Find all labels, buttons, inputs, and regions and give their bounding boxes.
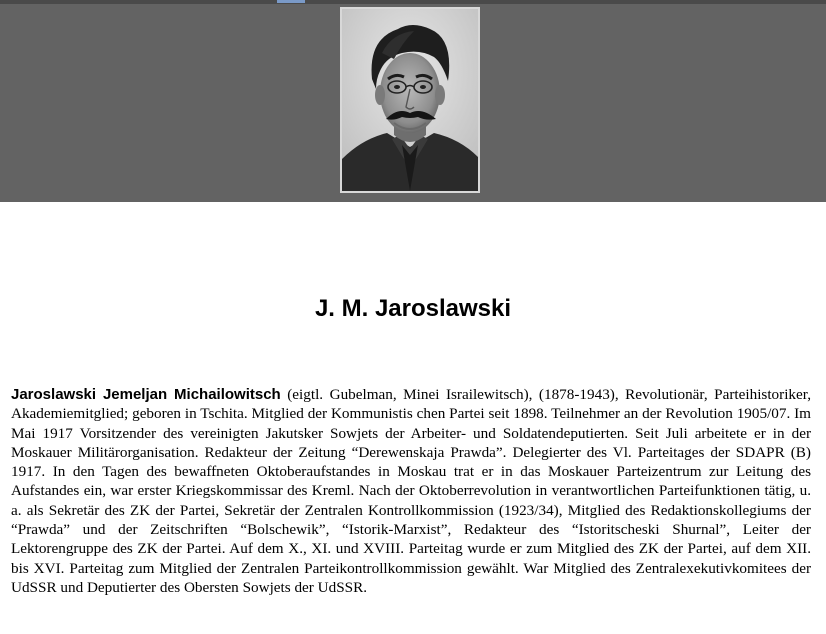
biography-text [11,385,811,597]
bio-person-name: Jaroslawski Jemeljan Michailowitsch [11,386,281,403]
top-border [0,0,826,4]
header-band [0,0,826,202]
page-title: J. M. Jaroslawski [314,295,512,322]
bio-body-text: (eigtl. Gubelman, Minei Israilewitsch), (1878-1943), Revolutionär, Parteihistoriker, Akademiemitglied; geboren in Tschita. Mitglied der Kommunistis chen Partei seit 1898. Teilnehmer an der Revolution 1905/07. Im Mai 1917 Vorsitzender des vereinigten Jakutsker Sowjets der Arbeiter- und Soldatendeputierten. Seit Juli arbeitete er in der Moskauer Militärorganisation. Redakteur der Zeitung “Derewenskaja Prawda”. Delegierter des Vl. Parteitages der SDAPR (B) 1917. In den Tagen des bewaffneten Oktoberaufstandes in Moskau trat er in das Moskauer Parteizentrum zur Leitung des Aufstandes ein, war erster Kriegskommissar des Kreml. Nach der Oktoberrevolution in verantwortlichen Parteifunktionen tätig, u. a. als Sekretär des ZK der Partei, Sekretär der Zentralen Kontrollkommission (1923/34), Mitglied des Redaktionskollegiums der “Prawda” und der Zeitschriften “Bolschewik”, “Istorik-Marxist”, Redakteur des “Istoritscheski Shurnal”, Leiter der Lektorengruppe des ZK der Partei. Auf dem X., XI. und XVIII. Parteitag wurde er zum Mitglied des ZK der Partei, auf dem XII. bis XVI. Parteitag zum Mitglied der Zentralen Parteikontrollkommission gewählt. War Mitglied des Zentralexekutivkomitees der UdSSR und Deputierter des Obersten Sowjets der UdSSR. [11,386,811,596]
top-border-accent [277,0,305,3]
portrait-photo [340,7,480,193]
